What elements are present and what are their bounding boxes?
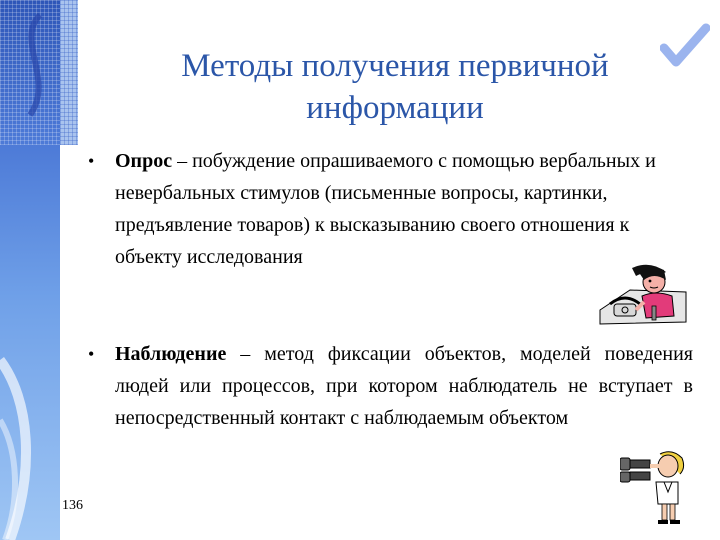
bullet-term: Наблюдение: [115, 343, 227, 365]
sidebar-swirl-decoration: [0, 0, 60, 540]
bullet-definition: – метод фиксации объектов, моделей поведения людей или процессов, при котором наблюдатель не вступает в непосредственный контакт с наблюдаемым объектом: [115, 343, 693, 429]
bullet-term: Опрос: [115, 150, 173, 172]
decorative-sidebar: [0, 0, 60, 540]
person-with-telephone-icon: [592, 262, 690, 328]
decorative-grid-strip: [60, 0, 78, 145]
slide-title: Методы получения первичной информации: [181, 48, 609, 126]
bullet-marker: •: [88, 344, 95, 364]
bullet-text: [115, 145, 690, 273]
person-with-binoculars-icon: [620, 448, 690, 526]
page-number: 136: [62, 498, 83, 513]
bullet-text: [115, 338, 693, 434]
bullet-definition: – побуждение опрашиваемого с помощью вербальных и невербальных стимулов (письменные вопросы, картинки, предъявление товаров) к высказыванию своего отношения к объекту исследования: [115, 150, 656, 268]
bullet-marker: •: [88, 151, 95, 171]
